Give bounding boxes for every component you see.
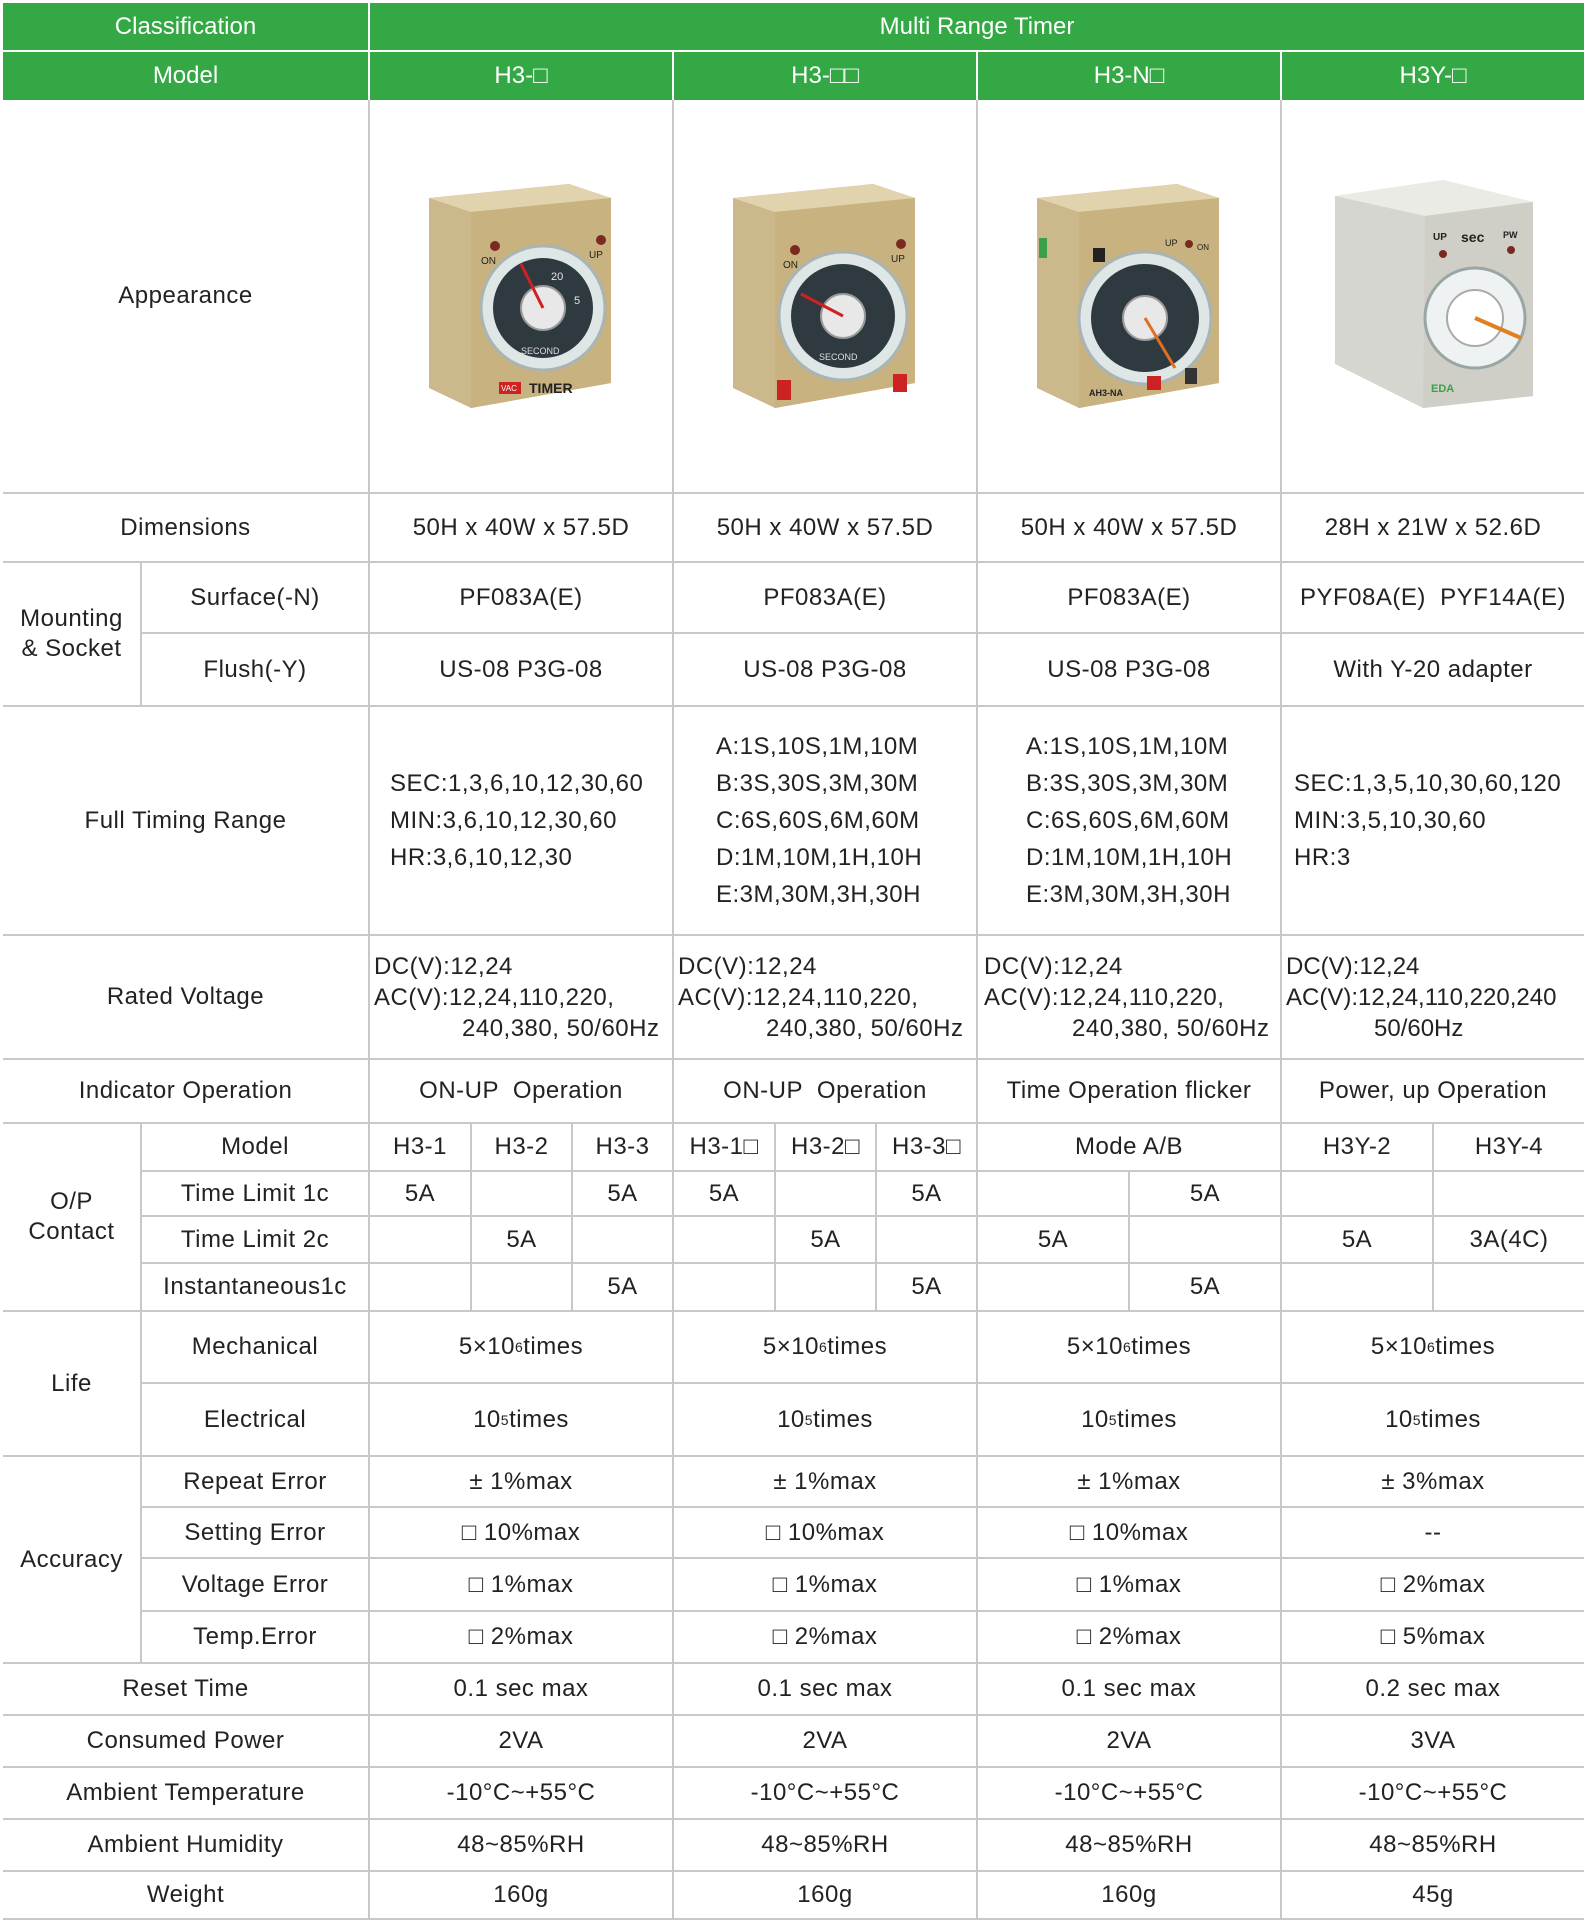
voltage-error-value: □ 2%max bbox=[1380, 1570, 1486, 1598]
svg-text:AH3-NA: AH3-NA bbox=[1089, 388, 1124, 398]
electrical-base: 10 bbox=[777, 1405, 805, 1433]
model-h3-multi: H3-□□ bbox=[791, 62, 859, 89]
timing-line: D:1M,10M,1H,10H bbox=[1026, 844, 1233, 871]
mechanical-value: 5×10 6 times bbox=[1066, 1333, 1192, 1360]
svg-text:ON: ON bbox=[481, 256, 496, 267]
surface-value: PF083A(E) bbox=[1067, 583, 1191, 611]
voltage-line: AC(V):12,24,110,220, bbox=[984, 983, 1225, 1011]
setting-error-value: □ 10%max bbox=[1069, 1518, 1189, 1546]
electrical-value: 10 5 times bbox=[473, 1405, 569, 1433]
contact-group-label bbox=[3, 1124, 140, 1310]
svg-text:SECOND: SECOND bbox=[819, 352, 858, 362]
timing-line: C:6S,60S,6M,60M bbox=[1026, 807, 1230, 834]
mechanical-unit: times bbox=[523, 1333, 584, 1360]
voltage-value bbox=[678, 936, 976, 1058]
surface-value: PF083A(E) bbox=[459, 583, 583, 611]
svg-text:sec: sec bbox=[1461, 229, 1485, 245]
svg-text:ON: ON bbox=[783, 260, 798, 271]
weight-label: Weight bbox=[146, 1881, 225, 1908]
mechanical-value: 5×10 6 times bbox=[1370, 1333, 1496, 1360]
temp-error-value: □ 2%max bbox=[468, 1623, 574, 1650]
mechanical-value: 5×10 6 times bbox=[458, 1333, 584, 1360]
mechanical-unit: times bbox=[1435, 1333, 1496, 1360]
model-h3: H3-□ bbox=[494, 62, 548, 89]
contact-value: 5A bbox=[810, 1225, 841, 1253]
contact-model-label: Model bbox=[221, 1133, 289, 1160]
electrical-base: 10 bbox=[1385, 1405, 1413, 1433]
weight-value: 160g bbox=[797, 1881, 853, 1908]
voltage-line: DC(V):12,24 bbox=[984, 952, 1123, 980]
mounting-label-line: Mounting bbox=[20, 605, 123, 632]
appearance-label: Appearance bbox=[118, 282, 253, 309]
electrical-base: 10 bbox=[473, 1405, 501, 1433]
ambient-humidity-value: 48~85%RH bbox=[1369, 1831, 1497, 1858]
contact-value: 5A bbox=[1189, 1179, 1221, 1207]
voltage-line: 240,380, 50/60Hz bbox=[462, 1014, 660, 1042]
contact-model: H3Y-4 bbox=[1474, 1133, 1544, 1160]
mechanical-base: 5×10 bbox=[762, 1333, 819, 1360]
mechanical-label: Mechanical bbox=[191, 1333, 319, 1360]
tl1c-label: Time Limit 1c bbox=[180, 1179, 330, 1207]
timing-value bbox=[716, 707, 972, 934]
setting-error-value: □ 10%max bbox=[461, 1518, 581, 1546]
surface-value: PYF08A(E) PYF14A(E) bbox=[1299, 583, 1567, 611]
reset-time-value: 0.2 sec max bbox=[1365, 1675, 1501, 1702]
power-value: 2VA bbox=[1106, 1727, 1152, 1754]
mounting-group-label bbox=[3, 563, 140, 705]
mechanical-value: 5×10 6 times bbox=[762, 1333, 888, 1360]
svg-text:PW: PW bbox=[1503, 230, 1518, 240]
indicator-value: Power, up Operation bbox=[1318, 1077, 1548, 1104]
electrical-base: 10 bbox=[1081, 1405, 1109, 1433]
surface-label: Surface(-N) bbox=[190, 583, 320, 611]
timing-line: HR:3 bbox=[1294, 844, 1351, 871]
inst-label: Instantaneous1c bbox=[163, 1273, 347, 1300]
repeat-error-value: ± 1%max bbox=[469, 1467, 573, 1495]
mechanical-unit: times bbox=[1131, 1333, 1192, 1360]
power-label: Consumed Power bbox=[86, 1727, 285, 1754]
mechanical-base: 5×10 bbox=[1370, 1333, 1427, 1360]
timing-line: MIN:3,6,10,12,30,60 bbox=[390, 807, 617, 834]
mounting-label-line: & Socket bbox=[21, 635, 122, 662]
svg-text:20: 20 bbox=[551, 271, 564, 283]
timing-value bbox=[390, 707, 672, 934]
reset-time-value: 0.1 sec max bbox=[453, 1675, 589, 1702]
contact-model: H3-3 bbox=[595, 1133, 650, 1160]
contact-value: 5A bbox=[607, 1179, 638, 1207]
contact-value: 5A bbox=[1037, 1225, 1069, 1253]
setting-error-value: -- bbox=[1424, 1518, 1442, 1546]
voltage-line: AC(V):12,24,110,220, bbox=[374, 983, 615, 1011]
power-value: 2VA bbox=[498, 1727, 544, 1754]
timing-label: Full Timing Range bbox=[84, 806, 287, 834]
timer-dial-h3-n-image bbox=[1019, 168, 1239, 428]
contact-value: 5A bbox=[708, 1179, 740, 1207]
setting-error-label: Setting Error bbox=[184, 1518, 326, 1546]
dimensions-value: 50H x 40W x 57.5D bbox=[1020, 513, 1238, 541]
repeat-error-value: ± 1%max bbox=[1077, 1467, 1181, 1495]
timing-line: E:3M,30M,3H,30H bbox=[1026, 881, 1231, 908]
electrical-value: 10 5 times bbox=[1385, 1405, 1481, 1433]
ambient-temp-value: -10°C~+55°C bbox=[750, 1779, 900, 1806]
repeat-error-value: ± 3%max bbox=[1381, 1467, 1485, 1495]
ambient-temp-value: -10°C~+55°C bbox=[446, 1779, 596, 1806]
timing-line: A:1S,10S,1M,10M bbox=[1026, 733, 1229, 760]
contact-value: 5A bbox=[1341, 1225, 1373, 1253]
voltage-line: 50/60Hz bbox=[1374, 1014, 1464, 1042]
voltage-error-value: □ 1%max bbox=[1076, 1570, 1182, 1598]
contact-value: 5A bbox=[506, 1225, 537, 1253]
contact-value: 5A bbox=[1189, 1273, 1221, 1300]
svg-text:UP: UP bbox=[891, 254, 905, 265]
svg-text:SECOND: SECOND bbox=[521, 346, 560, 356]
electrical-unit: times bbox=[1117, 1405, 1177, 1433]
timing-line: SEC:1,3,6,10,12,30,60 bbox=[390, 770, 644, 797]
contact-model: H3-3□ bbox=[891, 1133, 961, 1160]
electrical-value: 10 5 times bbox=[1081, 1405, 1177, 1433]
flush-value: With Y-20 adapter bbox=[1333, 655, 1533, 683]
svg-text:UP: UP bbox=[589, 250, 603, 261]
svg-text:TIMER: TIMER bbox=[529, 380, 573, 396]
voltage-error-value: □ 1%max bbox=[772, 1570, 878, 1598]
contact-model: H3-1 bbox=[392, 1133, 448, 1160]
dimensions-value: 50H x 40W x 57.5D bbox=[412, 513, 630, 541]
indicator-value: Time Operation flicker bbox=[1006, 1077, 1252, 1104]
timer-h3y-image bbox=[1323, 168, 1543, 428]
model-h3-n: H3-N□ bbox=[1093, 62, 1165, 89]
temp-error-label: Temp.Error bbox=[193, 1623, 317, 1650]
contact-label-line: Contact bbox=[28, 1218, 115, 1245]
weight-value: 45g bbox=[1412, 1881, 1454, 1908]
weight-value: 160g bbox=[1101, 1881, 1157, 1908]
temp-error-value: □ 5%max bbox=[1380, 1623, 1486, 1650]
electrical-unit: times bbox=[1421, 1405, 1481, 1433]
contact-value: 3A(4C) bbox=[1469, 1225, 1549, 1253]
voltage-error-label: Voltage Error bbox=[181, 1570, 329, 1598]
contact-model: H3-2□ bbox=[790, 1133, 860, 1160]
power-value: 3VA bbox=[1410, 1727, 1456, 1754]
contact-label-line: O/P bbox=[50, 1188, 93, 1215]
ambient-temp-value: -10°C~+55°C bbox=[1358, 1779, 1508, 1806]
voltage-line: AC(V):12,24,110,220, bbox=[678, 983, 919, 1011]
voltage-line: AC(V):12,24,110,220,240 bbox=[1286, 983, 1557, 1011]
timing-line: HR:3,6,10,12,30 bbox=[390, 844, 573, 871]
mechanical-unit: times bbox=[827, 1333, 888, 1360]
repeat-error-value: ± 1%max bbox=[773, 1467, 877, 1495]
repeat-error-label: Repeat Error bbox=[183, 1467, 327, 1495]
electrical-label: Electrical bbox=[203, 1405, 307, 1433]
voltage-value bbox=[984, 936, 1280, 1058]
timing-line: D:1M,10M,1H,10H bbox=[716, 844, 923, 871]
model-label: Model bbox=[152, 62, 219, 89]
svg-text:VAC: VAC bbox=[501, 384, 517, 393]
model-h3y: H3Y-□ bbox=[1399, 62, 1467, 89]
ambient-temp-value: -10°C~+55°C bbox=[1054, 1779, 1204, 1806]
tl2c-label: Time Limit 2c bbox=[180, 1225, 330, 1253]
ambient-humidity-value: 48~85%RH bbox=[1065, 1831, 1193, 1858]
timing-line: A:1S,10S,1M,10M bbox=[716, 733, 919, 760]
surface-value: PF083A(E) bbox=[763, 583, 887, 611]
mechanical-base: 5×10 bbox=[458, 1333, 515, 1360]
accuracy-group-label: Accuracy bbox=[20, 1545, 123, 1573]
voltage-error-value: □ 1%max bbox=[468, 1570, 574, 1598]
reset-time-value: 0.1 sec max bbox=[757, 1675, 893, 1702]
timer-dial-h3-image bbox=[411, 168, 631, 428]
power-value: 2VA bbox=[802, 1727, 848, 1754]
dimensions-label: Dimensions bbox=[120, 513, 251, 541]
timing-line: E:3M,30M,3H,30H bbox=[716, 881, 921, 908]
temp-error-value: □ 2%max bbox=[772, 1623, 878, 1650]
voltage-value bbox=[1286, 936, 1584, 1058]
flush-value: US-08 P3G-08 bbox=[743, 655, 907, 683]
indicator-label: Indicator Operation bbox=[78, 1077, 293, 1104]
electrical-unit: times bbox=[509, 1405, 569, 1433]
timer-dial-h3-multi-image bbox=[715, 168, 935, 428]
ambient-temp-label: Ambient Temperature bbox=[66, 1779, 305, 1806]
voltage-line: 240,380, 50/60Hz bbox=[1072, 1014, 1270, 1042]
svg-text:UP: UP bbox=[1433, 232, 1447, 243]
svg-text:EDA: EDA bbox=[1431, 383, 1455, 395]
ambient-humidity-label: Ambient Humidity bbox=[87, 1831, 284, 1858]
ambient-humidity-value: 48~85%RH bbox=[761, 1831, 889, 1858]
svg-text:UP: UP bbox=[1165, 238, 1178, 248]
timing-line: MIN:3,5,10,30,60 bbox=[1294, 807, 1487, 834]
voltage-line: DC(V):12,24 bbox=[1286, 952, 1420, 980]
weight-value: 160g bbox=[493, 1881, 549, 1908]
dimensions-value: 50H x 40W x 57.5D bbox=[716, 513, 934, 541]
reset-time-value: 0.1 sec max bbox=[1061, 1675, 1197, 1702]
contact-value: 5A bbox=[911, 1179, 942, 1207]
setting-error-value: □ 10%max bbox=[765, 1518, 885, 1546]
timing-value bbox=[1294, 707, 1584, 934]
classification-label: Classification bbox=[114, 12, 257, 40]
contact-value: 5A bbox=[911, 1273, 942, 1300]
temp-error-value: □ 2%max bbox=[1076, 1623, 1182, 1650]
flush-value: US-08 P3G-08 bbox=[1047, 655, 1211, 683]
ambient-humidity-value: 48~85%RH bbox=[457, 1831, 585, 1858]
timing-line: C:6S,60S,6M,60M bbox=[716, 807, 920, 834]
contact-value: 5A bbox=[607, 1273, 638, 1300]
reset-time-label: Reset Time bbox=[122, 1675, 249, 1702]
mechanical-base: 5×10 bbox=[1066, 1333, 1123, 1360]
indicator-value: ON-UP Operation bbox=[419, 1077, 623, 1104]
indicator-value: ON-UP Operation bbox=[723, 1077, 927, 1104]
flush-value: US-08 P3G-08 bbox=[439, 655, 603, 683]
contact-model: H3-1□ bbox=[689, 1133, 759, 1160]
svg-text:ON: ON bbox=[1197, 243, 1209, 252]
voltage-line: 240,380, 50/60Hz bbox=[766, 1014, 964, 1042]
svg-text:5: 5 bbox=[574, 295, 581, 307]
contact-value: 5A bbox=[404, 1179, 436, 1207]
electrical-value: 10 5 times bbox=[777, 1405, 873, 1433]
electrical-unit: times bbox=[813, 1405, 873, 1433]
voltage-label: Rated Voltage bbox=[106, 983, 265, 1010]
dimensions-value: 28H x 21W x 52.6D bbox=[1324, 513, 1542, 541]
voltage-line: DC(V):12,24 bbox=[678, 952, 817, 980]
contact-model: H3-2 bbox=[494, 1133, 549, 1160]
timing-line: B:3S,30S,3M,30M bbox=[1026, 770, 1229, 797]
voltage-line: DC(V):12,24 bbox=[374, 952, 513, 980]
contact-model: Mode A/B bbox=[1074, 1133, 1184, 1160]
timing-value bbox=[1026, 707, 1278, 934]
timing-line: B:3S,30S,3M,30M bbox=[716, 770, 919, 797]
contact-model: H3Y-2 bbox=[1322, 1133, 1392, 1160]
classification-value: Multi Range Timer bbox=[879, 12, 1075, 40]
voltage-value bbox=[374, 936, 672, 1058]
flush-label: Flush(-Y) bbox=[203, 655, 307, 683]
timing-line: SEC:1,3,5,10,30,60,120 bbox=[1294, 770, 1562, 797]
life-group-label: Life bbox=[51, 1369, 92, 1397]
